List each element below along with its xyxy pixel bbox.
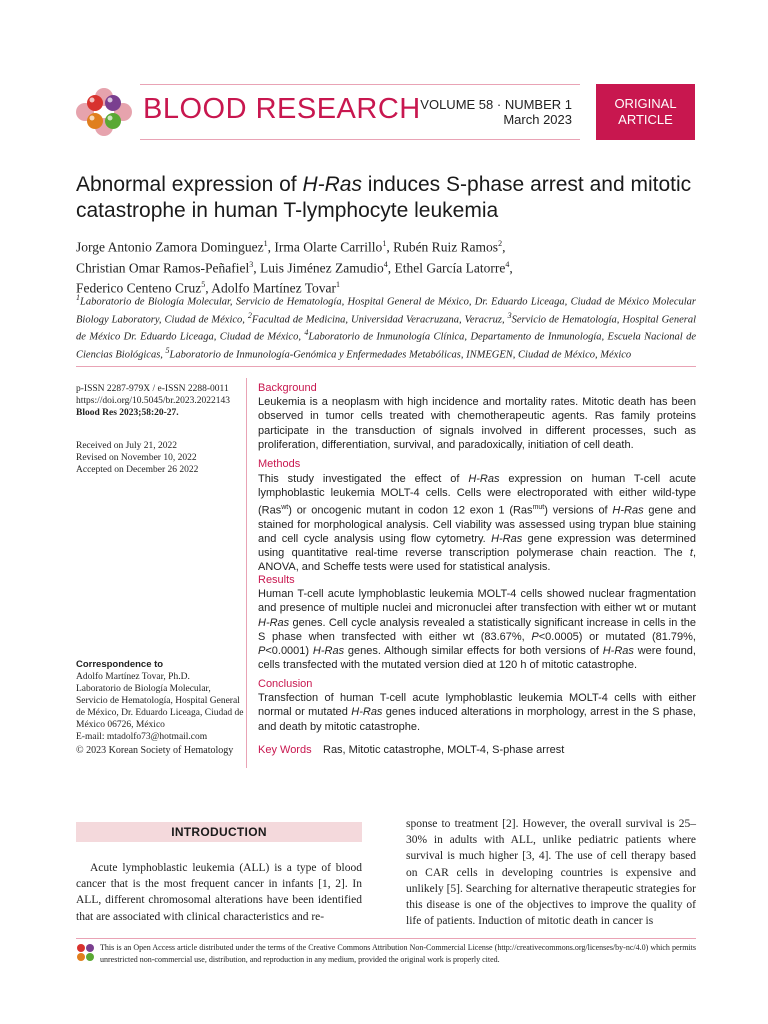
- author-sup: 5: [201, 280, 206, 289]
- affiliation: Laboratorio de Inmunología Clínica, Departamento de Inmunología, Escuela Nacional de Ciencias Biológicas,: [76, 331, 696, 361]
- methods-sup: wt: [281, 503, 289, 511]
- aff-sup: 4: [304, 328, 309, 338]
- methods-part: expression on human T-cell acute lymphoblastic leukemia MOLT-4 cells. Cells were electroporated with either wild-type (Ras: [258, 473, 696, 517]
- received-date: Received on July 21, 2022: [76, 441, 178, 451]
- aff-sup: 5: [165, 346, 170, 356]
- methods-part: This study investigated the effect of: [258, 473, 469, 485]
- methods-text: [258, 472, 696, 575]
- gene-name: H-Ras: [612, 504, 644, 517]
- corr-email[interactable]: E-mail: mtadolfo73@hotmail.com: [76, 732, 208, 742]
- p-symbol: P: [531, 630, 539, 643]
- author: Rubén Ruiz Ramos: [393, 239, 499, 255]
- methods-part: , ANOVA, and Scheffe tests were used for statistical analysis.: [258, 547, 696, 574]
- affiliations: [76, 291, 696, 362]
- corr-line: Adolfo Martínez Tovar, Ph.D.: [76, 672, 190, 682]
- author-sup: 3: [249, 259, 254, 269]
- aff-sup: 2: [247, 310, 252, 320]
- header-rule-bottom: [140, 139, 580, 140]
- author: Christian Omar Ramos-Peñafiel: [76, 260, 250, 275]
- results-part: were found, cells transfected with the mutated version died at 120 h of mitotic catastrophe.: [258, 645, 696, 672]
- issue-info: [420, 97, 572, 127]
- results-part: genes. Although similar effects for both versions of: [344, 645, 603, 658]
- author-sup: 4: [383, 259, 388, 269]
- revised-date: Revised on November 10, 2022: [76, 453, 197, 463]
- body-text-left: Acute lymphoblastic leukemia (ALL) is a type of blood cancer that is the most frequent cancer in infants [1, 2]. In ALL, different chromosomal alterations have been identified that are associated with clinical characteristics and re-: [76, 862, 362, 923]
- methods-heading: Methods: [258, 458, 301, 470]
- results-heading: Results: [258, 574, 295, 586]
- author-sup: 2: [498, 239, 503, 248]
- author: Jorge Antonio Zamora Dominguez: [76, 239, 264, 255]
- correspondence-label: Correspondence to: [76, 659, 164, 670]
- author-sup: 4: [505, 259, 510, 269]
- gene-name: H-Ras: [312, 645, 345, 658]
- title-part-1: Abnormal expression of: [76, 173, 303, 196]
- methods-part: gene and stained for morphological analysis. Cell viability was assessed using trypan blue staining and cell cycle analysis using flow cytometry.: [258, 504, 697, 545]
- doi-link[interactable]: https://doi.org/10.5045/br.2023.2022143: [76, 396, 230, 406]
- article-type-badge: [596, 84, 695, 140]
- methods-part: ) versions of: [544, 504, 613, 517]
- aff-sup: 1: [76, 293, 80, 302]
- affiliation: Facultad de Medicina, Universidad Veracruzana, Veracruz,: [251, 314, 508, 326]
- citation: Blood Res 2023;58:20-27.: [76, 408, 179, 418]
- affiliation: Laboratorio de Inmunología-Genómica y Enfermedades Metabólicas, INMEGEN, Ciudad de México, México: [169, 349, 632, 361]
- gene-name: H-Ras: [258, 616, 290, 629]
- article-dates: [76, 440, 246, 476]
- license-text: This is an Open Access article distributed under the terms of the Creative Commons Attribution Non-Commercial License (http://creativecommons.org/licenses/by-nc/4.0) which permits unrestricted non-commercial use, distribution, and reproduction in any medium, provided the original work is properly cited.: [100, 943, 696, 964]
- conclusion-part: Transfection of human T-cell acute lymphoblastic leukemia MOLT-4 cells with either normal or mutated: [258, 692, 696, 719]
- issn: p-ISSN 2287-979X / e-ISSN 2288-0011: [76, 384, 229, 394]
- publication-ids: [76, 383, 246, 419]
- author-list: Jorge Antonio Zamora Dominguez$^1$, Irma Olarte Carrillo$^1$, Rubén Ruiz Ramos$^2$, Christian Omar Ramos-Peñafiel$^3$, Luis Jiménez Zamudio$^4$, Ethel García Latorre$^4$, Federico Centeno Cruz$^5$, Adolfo Martínez Tovar$^1$: [76, 239, 513, 296]
- conclusion-text: [258, 691, 696, 734]
- header-rule-top: [140, 84, 580, 85]
- keywords-label: Key Words: [258, 744, 312, 756]
- gene-name: H-Ras: [491, 532, 523, 545]
- keywords: Ras, Mitotic catastrophe, MOLT-4, S-phase arrest: [323, 744, 565, 756]
- corr-line: México 06726, México: [76, 720, 165, 730]
- article-title: [76, 172, 696, 224]
- section-divider: [76, 366, 696, 367]
- accepted-date: Accepted on December 26 2022: [76, 465, 199, 475]
- results-part: Human T-cell acute lymphoblastic leukemia MOLT-4 cells showed nuclear fragmentation and presence of multiple nuclei and micronuclei after transfection with either wt or mutant: [258, 588, 696, 615]
- badge-line-1: ORIGINAL: [614, 96, 677, 111]
- badge-line-2: ARTICLE: [618, 112, 673, 127]
- copyright: © 2023 Korean Society of Hematology: [76, 745, 234, 756]
- body-text-right: sponse to treatment [2]. However, the overall survival is 25–30% in adults with ALL, unlike pediatric patients where survival is much higher [3, 4]. The use of cell therapy based on CAR cells in developing countries is expensive and unlikely [5]. Searching for alternative therapeutic strategies for this disease is one of the objectives to improve the quality of life of patients. Induction of mitotic death in cancer is: [406, 818, 696, 928]
- test-name: t: [689, 547, 693, 560]
- p-symbol: P: [258, 645, 266, 658]
- author: Luis Jiménez Zamudio: [259, 260, 384, 275]
- journal-name: BLOOD RESEARCH: [143, 93, 421, 125]
- gene-name: H-Ras: [351, 706, 383, 719]
- author-sup: 1: [382, 239, 387, 248]
- author: Ethel García Latorre: [394, 260, 506, 275]
- results-part: <0.0001): [265, 645, 313, 658]
- introduction-heading: INTRODUCTION: [76, 822, 362, 842]
- open-access-license-icon: [76, 943, 96, 963]
- correspondence: [76, 659, 246, 743]
- footer-rule: [76, 938, 696, 939]
- results-text: [258, 587, 696, 673]
- corr-line: Laboratorio de Biología Molecular,: [76, 684, 211, 694]
- title-gene: H-Ras: [302, 173, 362, 196]
- results-part: <0.0005) or mutated (81.79%,: [538, 630, 696, 643]
- author: Irma Olarte Carrillo: [274, 239, 383, 255]
- journal-logo-icon: [76, 87, 132, 137]
- conclusion-heading: Conclusion: [258, 678, 313, 690]
- gene-name: H-Ras: [602, 645, 634, 658]
- affiliation: Servicio de Hematología, Hospital General de México Dr. Eduardo Liceaga, Ciudad de México,: [76, 314, 696, 343]
- corr-line: Servicio de Hematología, Hospital General: [76, 696, 240, 706]
- background-heading: Background: [258, 382, 317, 394]
- methods-part: ) or oncogenic mutant in codon 12 exon 1 (Ras: [288, 504, 533, 517]
- gene-name: H-Ras: [468, 473, 500, 485]
- author: Federico Centeno Cruz: [76, 280, 202, 296]
- volume-line: VOLUME 58 · NUMBER 1: [420, 97, 572, 112]
- background-text: Leukemia is a neoplasm with high incidence and mortality rates. Mitotic death has been observed in tumor cells treated with chemotherapeutic agents. Ras family proteins participate in the transduction of signals involved in different processes, such as proliferation, differentiation, survival, and paradoxically, initiation of cell death.: [258, 396, 696, 451]
- aff-sup: 3: [507, 310, 512, 320]
- affiliation: Laboratorio de Biología Molecular, Servicio de Hematología, Hospital General de México, Dr. Eduardo Liceaga, Ciudad de México Molecular Biology Laboratory, Ciudad de México,: [76, 296, 696, 326]
- title-part-2: induces S-phase arrest and mitotic catastrophe in human T-lymphocyte leukemia: [76, 173, 692, 222]
- results-part: genes. Cell cycle analysis revealed a statistically significant increase in cells in the S phase when transfected with either wt (83.67%,: [258, 616, 696, 643]
- author: Adolfo Martínez Tovar: [211, 280, 337, 296]
- corr-line: de México, Dr. Eduardo Liceaga, Ciudad de: [76, 708, 244, 718]
- author-sup: 1: [263, 239, 268, 248]
- date-line: March 2023: [503, 112, 572, 127]
- column-divider: [246, 378, 247, 768]
- methods-part: gene expression was determined using quantitative real-time reverse transcription polymerase chain reaction. The: [258, 532, 697, 560]
- conclusion-part: genes induced alterations in morphology, arrest in the S phase, and death by mitotic catastrophe.: [258, 706, 696, 733]
- methods-sup: mut: [532, 503, 545, 511]
- author-sup: 1: [336, 280, 341, 289]
